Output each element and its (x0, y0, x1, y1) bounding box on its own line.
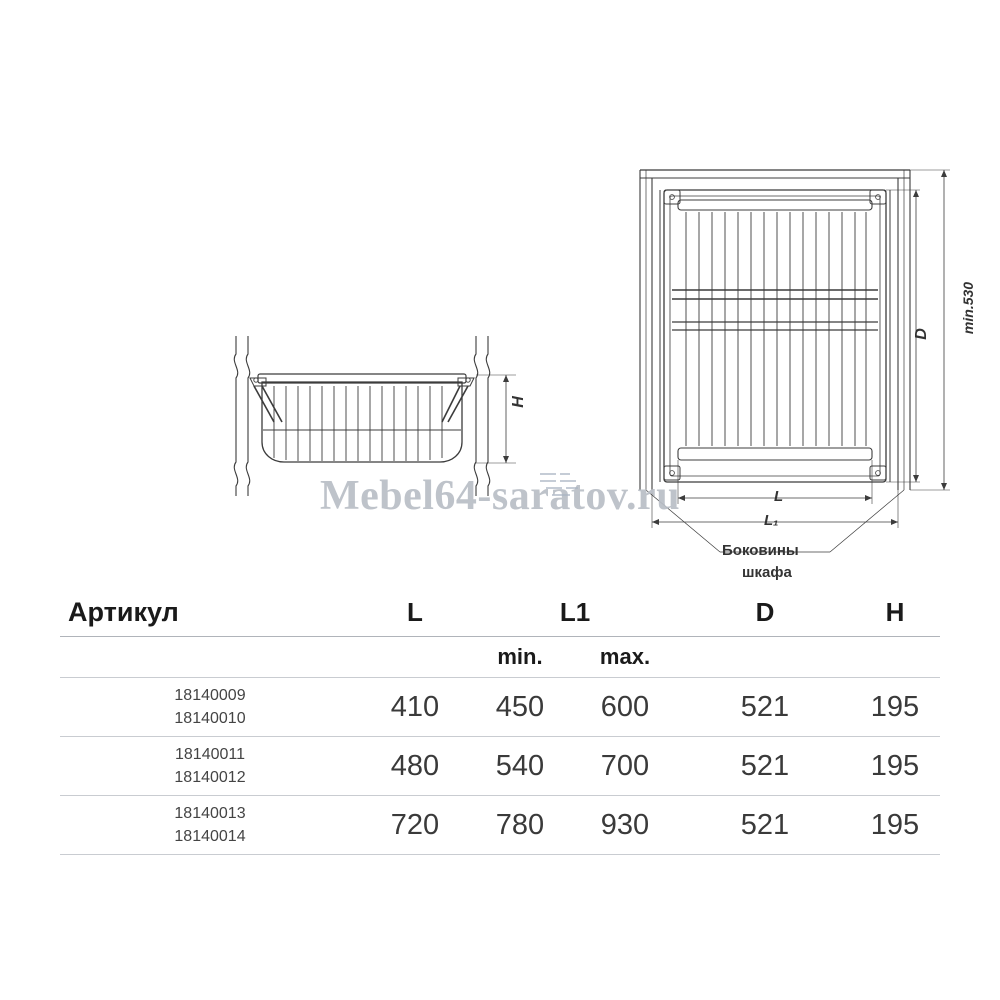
subheader-min: min. (497, 644, 543, 669)
row-article-codes: 18140013 18140014 (174, 804, 246, 845)
header-d: D (755, 596, 775, 627)
row-article-codes: 18140011 18140012 (174, 745, 246, 786)
watermark-text: Mebel64-saratov.ru (319, 473, 681, 519)
row-l: 480 (390, 749, 440, 782)
row-article-codes: 18140009 18140010 (174, 686, 246, 727)
table-bottom-rule (60, 854, 940, 855)
photo-watermark-icon (536, 468, 582, 500)
row-l1-min: 780 (495, 808, 545, 841)
row-l1-min: 450 (495, 690, 545, 723)
side-view-width1-label: L₁ (764, 512, 779, 529)
header-article: Артикул (68, 596, 179, 627)
table-subheader-row (60, 637, 940, 677)
subheader-empty-h (850, 637, 940, 677)
row-l: 720 (390, 808, 440, 841)
table-header-row (60, 588, 940, 636)
cabinet-sides-label-line1: Боковины (722, 542, 799, 559)
row-d: 521 (740, 749, 790, 782)
subheader-max: max. (599, 644, 651, 669)
spec-table (60, 588, 940, 855)
subheader-empty-d (680, 637, 850, 677)
header-h: H (885, 596, 905, 627)
table-row (60, 796, 940, 854)
row-d: 521 (740, 808, 790, 841)
row-l1-max: 700 (600, 749, 650, 782)
table-row (60, 678, 940, 736)
side-view-depth-label: D (912, 328, 930, 340)
row-h: 195 (870, 690, 920, 723)
header-l: L (407, 596, 423, 627)
row-d: 521 (740, 690, 790, 723)
subheader-empty-article (60, 637, 360, 677)
front-view-drawing (210, 330, 510, 490)
front-view-height-label: H (509, 396, 527, 408)
header-l1: L1 (559, 596, 591, 627)
spec-table-wrapper (60, 588, 940, 855)
side-view-drawing (620, 160, 960, 580)
row-l1-max: 600 (600, 690, 650, 723)
side-view-min-depth-label: min.530 (960, 281, 977, 335)
table-row (60, 737, 940, 795)
cabinet-sides-label-line2: шкафа (742, 564, 792, 581)
row-l: 410 (390, 690, 440, 723)
row-l1-max: 930 (600, 808, 650, 841)
side-view-width-label: L (774, 488, 784, 505)
row-h: 195 (870, 749, 920, 782)
row-l1-min: 540 (495, 749, 545, 782)
row-h: 195 (870, 808, 920, 841)
subheader-empty-l (360, 637, 470, 677)
